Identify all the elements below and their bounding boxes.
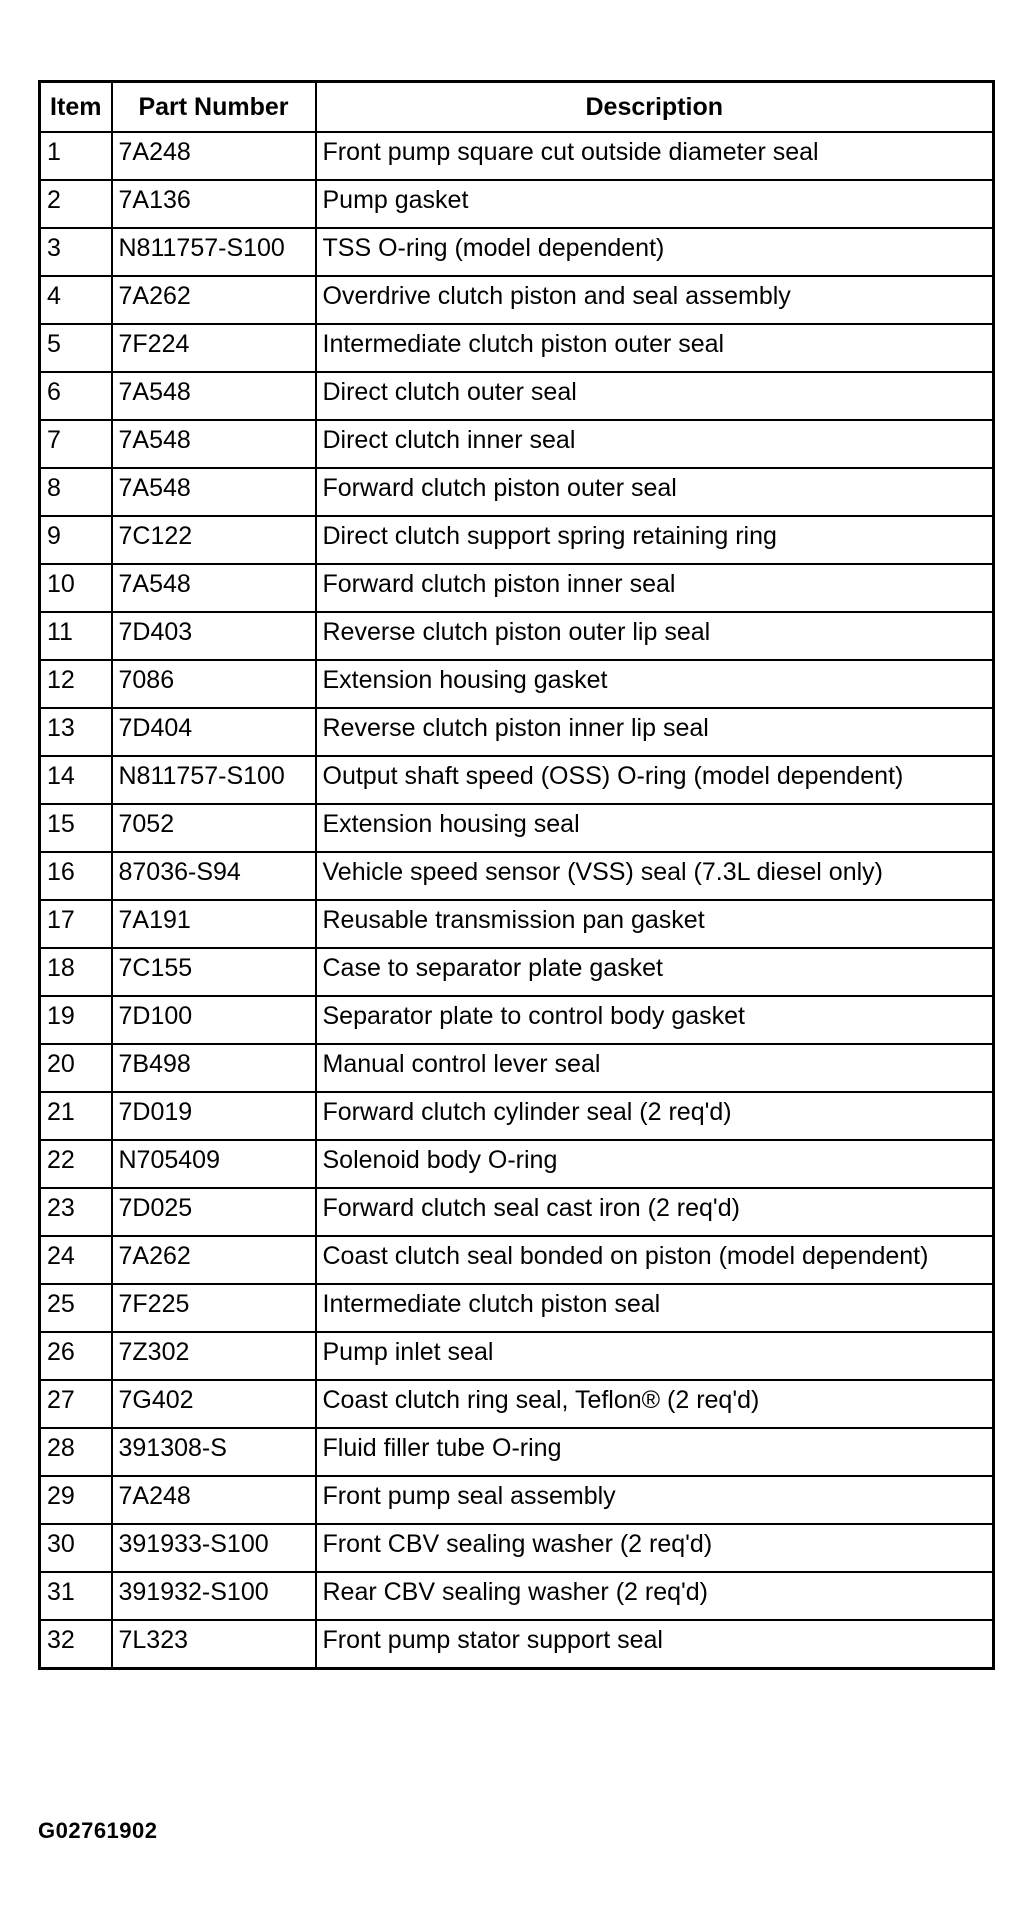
cell-part-number: 7A191: [112, 900, 316, 948]
cell-part-number: 7D404: [112, 708, 316, 756]
cell-part-number: 7A262: [112, 276, 316, 324]
cell-description: Overdrive clutch piston and seal assembly: [316, 276, 994, 324]
cell-description: TSS O-ring (model dependent): [316, 228, 994, 276]
cell-description: Front pump square cut outside diameter seal: [316, 132, 994, 180]
table-row: [40, 1188, 994, 1236]
cell-part-number: 7L323: [112, 1620, 316, 1669]
cell-part-number: N811757-S100: [112, 228, 316, 276]
table-row: [40, 948, 994, 996]
table-row: [40, 1620, 994, 1669]
cell-description: Vehicle speed sensor (VSS) seal (7.3L diesel only): [316, 852, 994, 900]
table-row: [40, 1524, 994, 1572]
cell-item: 14: [40, 756, 112, 804]
cell-item: 29: [40, 1476, 112, 1524]
table-row: [40, 1332, 994, 1380]
cell-description: Forward clutch seal cast iron (2 req'd): [316, 1188, 994, 1236]
cell-item: 11: [40, 612, 112, 660]
cell-part-number: N705409: [112, 1140, 316, 1188]
parts-table: [38, 80, 995, 1670]
header-item: Item: [40, 82, 112, 133]
cell-item: 24: [40, 1236, 112, 1284]
cell-part-number: 7052: [112, 804, 316, 852]
table-row: [40, 660, 994, 708]
cell-part-number: 7A248: [112, 132, 316, 180]
cell-description: Fluid filler tube O-ring: [316, 1428, 994, 1476]
table-row: [40, 1572, 994, 1620]
cell-item: 8: [40, 468, 112, 516]
cell-item: 25: [40, 1284, 112, 1332]
cell-part-number: 7A548: [112, 468, 316, 516]
cell-part-number: 7F224: [112, 324, 316, 372]
table-row: [40, 756, 994, 804]
cell-description: Pump inlet seal: [316, 1332, 994, 1380]
cell-item: 4: [40, 276, 112, 324]
cell-description: Direct clutch inner seal: [316, 420, 994, 468]
table-row: [40, 1044, 994, 1092]
table-row: [40, 1428, 994, 1476]
cell-item: 15: [40, 804, 112, 852]
cell-description: Front CBV sealing washer (2 req'd): [316, 1524, 994, 1572]
cell-item: 28: [40, 1428, 112, 1476]
cell-description: Intermediate clutch piston seal: [316, 1284, 994, 1332]
cell-description: Pump gasket: [316, 180, 994, 228]
table-row: [40, 1284, 994, 1332]
cell-part-number: 7D403: [112, 612, 316, 660]
cell-item: 32: [40, 1620, 112, 1669]
cell-description: Front pump stator support seal: [316, 1620, 994, 1669]
cell-item: 1: [40, 132, 112, 180]
table-row: [40, 324, 994, 372]
table-row: [40, 180, 994, 228]
cell-part-number: 7D100: [112, 996, 316, 1044]
cell-part-number: N811757-S100: [112, 756, 316, 804]
table-row: [40, 804, 994, 852]
cell-description: Extension housing gasket: [316, 660, 994, 708]
cell-item: 13: [40, 708, 112, 756]
parts-table-container: [38, 80, 992, 1670]
cell-item: 18: [40, 948, 112, 996]
cell-description: Extension housing seal: [316, 804, 994, 852]
table-row: [40, 228, 994, 276]
cell-description: Case to separator plate gasket: [316, 948, 994, 996]
cell-description: Solenoid body O-ring: [316, 1140, 994, 1188]
cell-item: 19: [40, 996, 112, 1044]
cell-item: 5: [40, 324, 112, 372]
table-row: [40, 564, 994, 612]
cell-description: Direct clutch support spring retaining ring: [316, 516, 994, 564]
cell-part-number: 87036-S94: [112, 852, 316, 900]
cell-part-number: 391933-S100: [112, 1524, 316, 1572]
table-row: [40, 708, 994, 756]
cell-description: Manual control lever seal: [316, 1044, 994, 1092]
cell-item: 21: [40, 1092, 112, 1140]
table-row: [40, 516, 994, 564]
table-row: [40, 1476, 994, 1524]
parts-table-body: [40, 132, 994, 1669]
table-row: [40, 996, 994, 1044]
cell-item: 23: [40, 1188, 112, 1236]
table-row: [40, 612, 994, 660]
table-header-row: [40, 82, 994, 133]
table-row: [40, 1236, 994, 1284]
table-row: [40, 132, 994, 180]
cell-item: 9: [40, 516, 112, 564]
cell-item: 20: [40, 1044, 112, 1092]
cell-part-number: 7A248: [112, 1476, 316, 1524]
cell-description: Direct clutch outer seal: [316, 372, 994, 420]
table-row: [40, 900, 994, 948]
cell-description: Rear CBV sealing washer (2 req'd): [316, 1572, 994, 1620]
cell-description: Reusable transmission pan gasket: [316, 900, 994, 948]
cell-part-number: 391308-S: [112, 1428, 316, 1476]
cell-part-number: 7B498: [112, 1044, 316, 1092]
cell-part-number: 7D019: [112, 1092, 316, 1140]
table-row: [40, 468, 994, 516]
table-row: [40, 1140, 994, 1188]
cell-item: 31: [40, 1572, 112, 1620]
cell-part-number: 7A262: [112, 1236, 316, 1284]
cell-part-number: 7086: [112, 660, 316, 708]
table-row: [40, 372, 994, 420]
cell-description: Forward clutch piston outer seal: [316, 468, 994, 516]
cell-item: 27: [40, 1380, 112, 1428]
header-part-number: Part Number: [112, 82, 316, 133]
table-row: [40, 276, 994, 324]
cell-part-number: 7A136: [112, 180, 316, 228]
cell-description: Reverse clutch piston inner lip seal: [316, 708, 994, 756]
cell-part-number: 7A548: [112, 372, 316, 420]
cell-description: Forward clutch cylinder seal (2 req'd): [316, 1092, 994, 1140]
cell-description: Separator plate to control body gasket: [316, 996, 994, 1044]
cell-description: Coast clutch ring seal, Teflon® (2 req'd): [316, 1380, 994, 1428]
table-row: [40, 1380, 994, 1428]
table-row: [40, 1092, 994, 1140]
cell-item: 26: [40, 1332, 112, 1380]
header-description: Description: [316, 82, 994, 133]
cell-item: 7: [40, 420, 112, 468]
cell-part-number: 7C155: [112, 948, 316, 996]
cell-part-number: 7C122: [112, 516, 316, 564]
cell-part-number: 391932-S100: [112, 1572, 316, 1620]
cell-description: Front pump seal assembly: [316, 1476, 994, 1524]
cell-part-number: 7D025: [112, 1188, 316, 1236]
cell-part-number: 7A548: [112, 564, 316, 612]
table-row: [40, 852, 994, 900]
cell-item: 30: [40, 1524, 112, 1572]
cell-item: 3: [40, 228, 112, 276]
cell-item: 17: [40, 900, 112, 948]
table-row: [40, 420, 994, 468]
figure-reference: G02761902: [38, 1818, 158, 1843]
cell-item: 12: [40, 660, 112, 708]
cell-description: Output shaft speed (OSS) O-ring (model dependent): [316, 756, 994, 804]
cell-item: 6: [40, 372, 112, 420]
cell-item: 16: [40, 852, 112, 900]
cell-description: Intermediate clutch piston outer seal: [316, 324, 994, 372]
cell-description: Reverse clutch piston outer lip seal: [316, 612, 994, 660]
cell-item: 22: [40, 1140, 112, 1188]
cell-item: 10: [40, 564, 112, 612]
cell-part-number: 7F225: [112, 1284, 316, 1332]
cell-part-number: 7G402: [112, 1380, 316, 1428]
cell-part-number: 7A548: [112, 420, 316, 468]
cell-description: Forward clutch piston inner seal: [316, 564, 994, 612]
cell-part-number: 7Z302: [112, 1332, 316, 1380]
cell-description: Coast clutch seal bonded on piston (model dependent): [316, 1236, 994, 1284]
cell-item: 2: [40, 180, 112, 228]
